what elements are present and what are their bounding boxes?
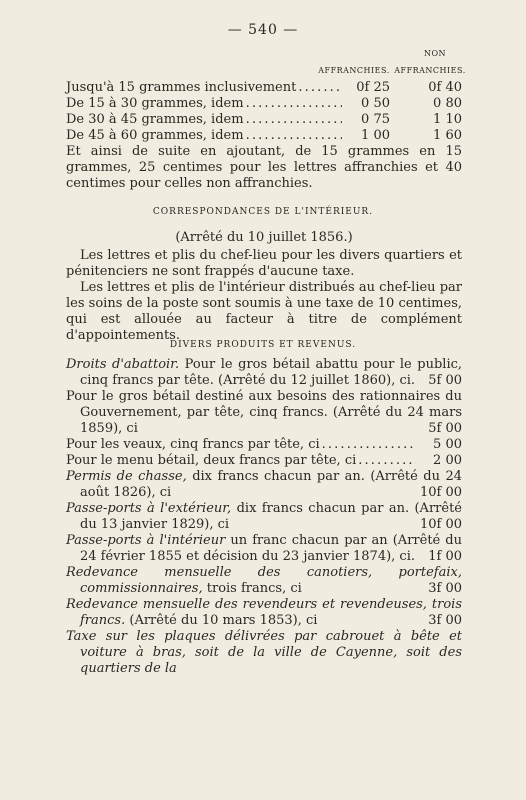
tariff-label: De 30 à 45 grammes, idem <box>66 112 244 127</box>
list-item: Passe-ports à l'intérieur un franc chacun par an (Arrêté du 24 février 1855 et décision du 23 janvier 1874), ci. 1f 00 <box>66 533 463 564</box>
tariff-non-affranchie: 0 80 <box>433 96 462 111</box>
list-item: Passe-ports à l'extérieur, dix francs chacun par an. (Arrêté du 13 janvier 1829), ci 10f 00 <box>66 501 462 532</box>
section-title-interieur: CORRESPONDANCES DE L'INTÉRIEUR. <box>152 207 374 217</box>
list-item: Pour les veaux, cinq francs par tête, ci . . . 5 00 <box>66 437 462 453</box>
tariff-row <box>66 96 462 112</box>
paragraph: Les lettres et plis de l'intérieur distribués au chef-lieu par les soins de la poste sont soumis à une taxe de 10 centimes, qui est allouée au facteur à titre de complément d'appointements. <box>66 280 462 343</box>
section-interieur <box>66 230 462 344</box>
column-header-non-affranchies: AFFRANCHIES. <box>394 66 466 75</box>
tariff-label: De 45 à 60 grammes, idem <box>66 128 244 143</box>
list-item: Permis de chasse, dix francs chacun par an. (Arrêté du 24 août 1826), ci 10f 00 <box>66 469 462 500</box>
tariff-note: Et ainsi de suite en ajoutant, de 15 grammes en 15 grammes, 25 centimes pour les lettres affranchies et 40 centimes pour celles non affranchies. <box>66 144 462 191</box>
tariff-affranchie: 0 75 <box>361 112 390 127</box>
tariff-non-affranchie: 1 60 <box>433 128 462 143</box>
list-item: Pour le gros bétail destiné aux besoins des rationnaires du Gouvernement, par tête, cinq francs. (Arrêté du 24 mars 1859), ci 5f 00 <box>66 389 462 436</box>
column-header-affranchies: AFFRANCHIES. <box>318 66 390 75</box>
tariff-affranchie: 0f 25 <box>356 80 390 95</box>
tariff-table <box>66 80 462 192</box>
tariff-row <box>66 128 462 144</box>
tariff-non-affranchie: 0f 40 <box>428 80 462 95</box>
tariff-label: Jusqu'à 15 grammes inclusivement <box>66 80 297 95</box>
list-item: Redevance mensuelle des canotiers, portefaix, commissionnaires, trois francs, ci 3f 00 <box>66 565 462 596</box>
list-item: Redevance mensuelle des revendeurs et revendeuses, trois francs. (Arrêté du 10 mars 1853), ci 3f 00 <box>66 597 462 628</box>
paragraph: Les lettres et plis du chef-lieu pour les divers quartiers et pénitenciers ne sont frappés d'aucune taxe. <box>66 248 462 279</box>
page-number: — 540 — <box>227 22 299 38</box>
arrete-reference: (Arrêté du 10 juillet 1856.) <box>175 230 353 245</box>
tariff-label: De 15 à 30 grammes, idem <box>66 96 244 111</box>
list-item: Droits d'abattoir. Pour le gros bétail abattu pour le public, cinq francs par tête. (Arrêté du 12 juillet 1860), ci. 5f 00 <box>66 357 463 388</box>
list-item: Pour le menu bétail, deux francs par tête, ci . . . 2 00 <box>66 453 462 469</box>
tariff-row <box>66 80 462 96</box>
section-produits <box>66 357 462 677</box>
section-title-produits: DIVERS PRODUITS ET REVENUS. <box>169 340 357 350</box>
tariff-non-affranchie: 1 10 <box>433 112 462 127</box>
tariff-row <box>66 112 462 128</box>
column-header-non: NON <box>423 49 447 58</box>
list-item: Taxe sur les plaques délivrées par cabrouet à bête et voiture à bras, soit de la ville de Cayenne, soit des quartiers de la <box>66 629 462 676</box>
tariff-affranchie: 0 50 <box>361 96 390 111</box>
tariff-affranchie: 1 00 <box>361 128 390 143</box>
